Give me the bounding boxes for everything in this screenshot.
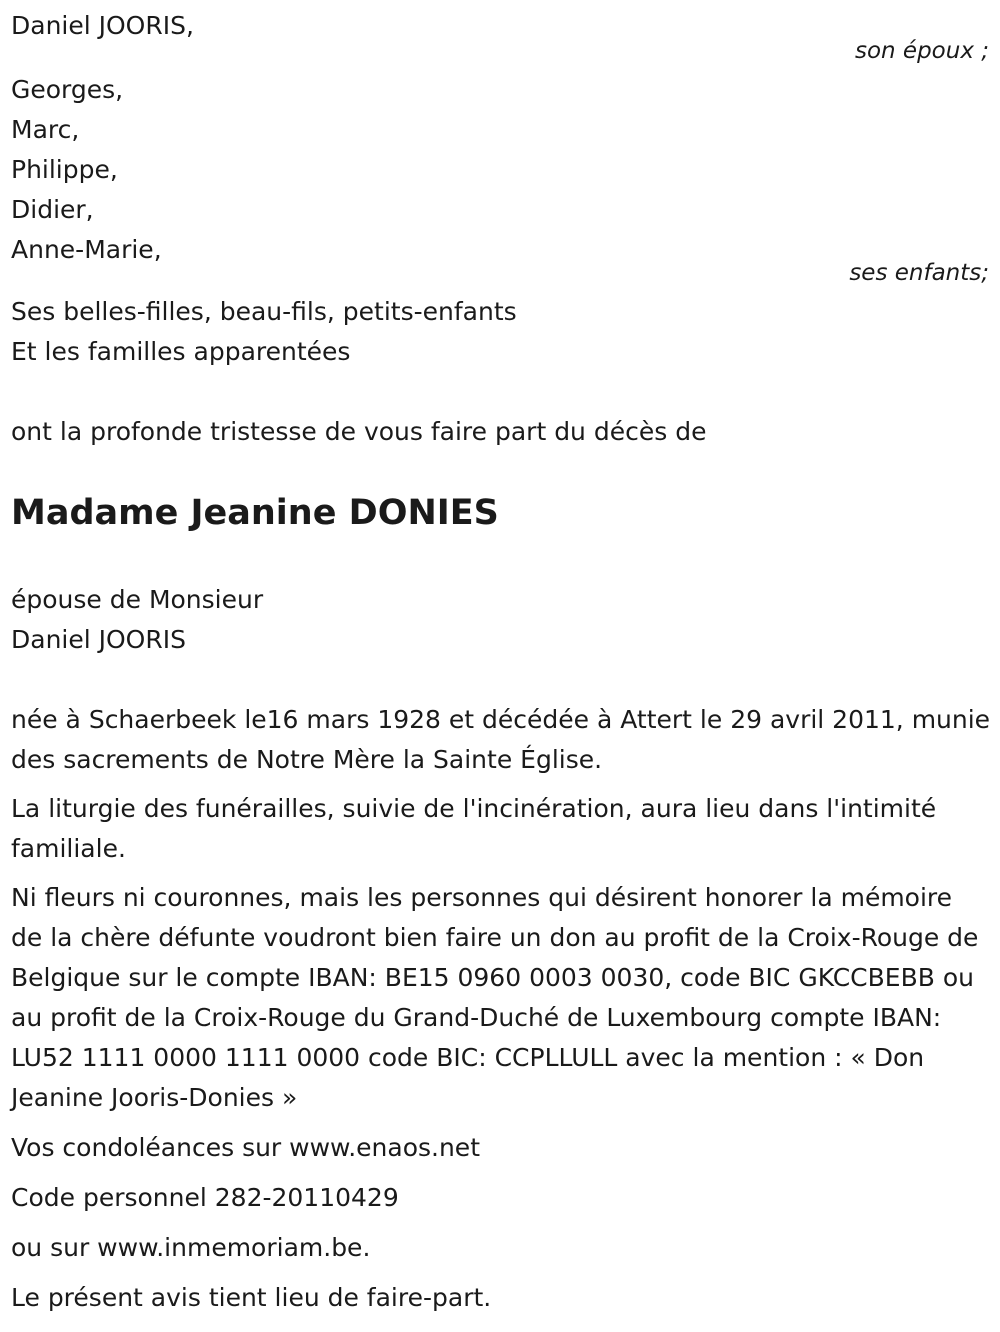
child-name: Philippe, [11, 155, 118, 184]
condolences-text: Vos condoléances sur www.enaos.net [11, 1133, 480, 1162]
extended-family [11, 292, 517, 372]
child-name: Marc, [11, 115, 80, 144]
children-list [11, 70, 162, 270]
announcement-text: ont la profonde tristesse de vous faire part du décès de [11, 417, 707, 446]
husband-role: son époux ; [854, 38, 989, 64]
personal-code: Code personnel 282-20110429 [11, 1183, 399, 1212]
child-name: Georges, [11, 75, 124, 104]
birth-death-paragraph: née à Schaerbeek le16 mars 1928 et décédée à Attert le 29 avril 2011, munie des sacrements de Notre Mère la Sainte Église. [11, 705, 991, 774]
deceased-name: Madame Jeanine DONIES [11, 493, 499, 533]
husband-name: Daniel JOORIS, [11, 11, 194, 40]
children-role: ses enfants; [849, 260, 989, 286]
notice-text: Le présent avis tient lieu de faire-part. [11, 1283, 492, 1312]
alt-website-text: ou sur www.inmemoriam.be. [11, 1233, 371, 1262]
spouse-line: épouse de Monsieur [11, 585, 264, 614]
donations-paragraph: Ni fleurs ni couronnes, mais les personnes qui désirent honorer la mémoire de la chère défunte voudront bien faire un don au profit de la Croix-Rouge de Belgique sur le compte IBAN: BE15 0960 0003 0030, code BIC GKCCBEBB ou au profit de la Croix-Rouge du Grand-Duché de Luxembourg compte IBAN: LU52 1111 0000 1111 0000 code BIC: CCPLLULL avec la mention : « Don Jeanine Jooris-Donies » [11, 883, 979, 1112]
liturgy-paragraph: La liturgie des funérailles, suivie de l'incinération, aura lieu dans l'intimité familiale. [11, 794, 937, 863]
child-name: Didier, [11, 195, 94, 224]
child-name: Anne-Marie, [11, 235, 162, 264]
extended-family-line: Ses belles-filles, beau-fils, petits-enfants [11, 297, 517, 326]
spouse-info [11, 580, 263, 660]
spouse-line: Daniel JOORIS [11, 625, 186, 654]
extended-family-line: Et les familles apparentées [11, 337, 351, 366]
